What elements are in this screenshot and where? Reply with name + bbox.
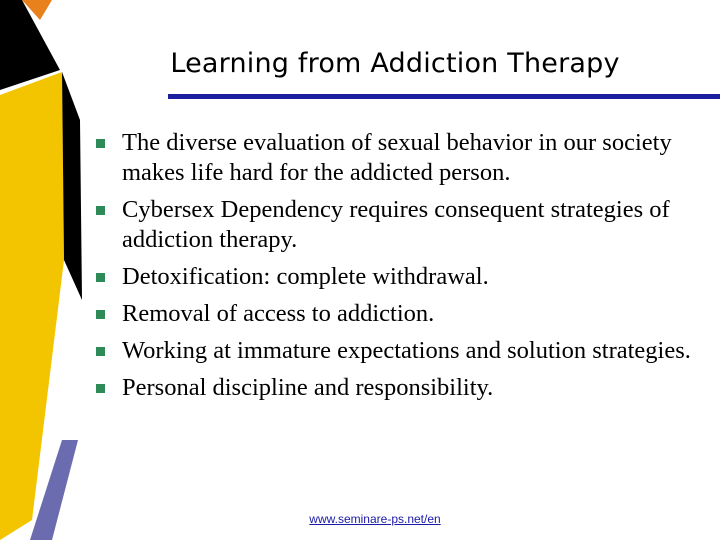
square-bullet-icon	[96, 310, 105, 319]
bullet-item	[94, 262, 694, 292]
bullet-item	[94, 128, 694, 188]
square-bullet-icon	[96, 347, 105, 356]
bullet-text: Removal of access to addiction.	[122, 300, 435, 327]
bullet-text: Detoxification: complete withdrawal.	[122, 263, 489, 290]
square-bullet-icon	[96, 206, 105, 215]
bullet-item	[94, 299, 694, 329]
square-bullet-icon	[96, 139, 105, 148]
bullet-text: The diverse evaluation of sexual behavior in our society makes life hard for the addicted person.	[122, 129, 672, 186]
bullet-list	[94, 128, 694, 410]
title-underline-bar	[168, 94, 720, 99]
footer-link[interactable]: www.seminare-ps.net/en	[309, 512, 441, 526]
square-bullet-icon	[96, 384, 105, 393]
bullet-item	[94, 336, 694, 366]
bullet-item	[94, 195, 694, 255]
black-wedge-shape	[62, 72, 82, 300]
bullet-text: Personal discipline and responsibility.	[122, 374, 494, 401]
bullet-text: Cybersex Dependency requires consequent strategies of addiction therapy.	[122, 196, 670, 253]
bullet-item	[94, 373, 694, 403]
bullet-text: Working at immature expectations and solution strategies.	[122, 337, 691, 364]
slide-title: Learning from Addiction Therapy	[170, 48, 620, 79]
square-bullet-icon	[96, 273, 105, 282]
